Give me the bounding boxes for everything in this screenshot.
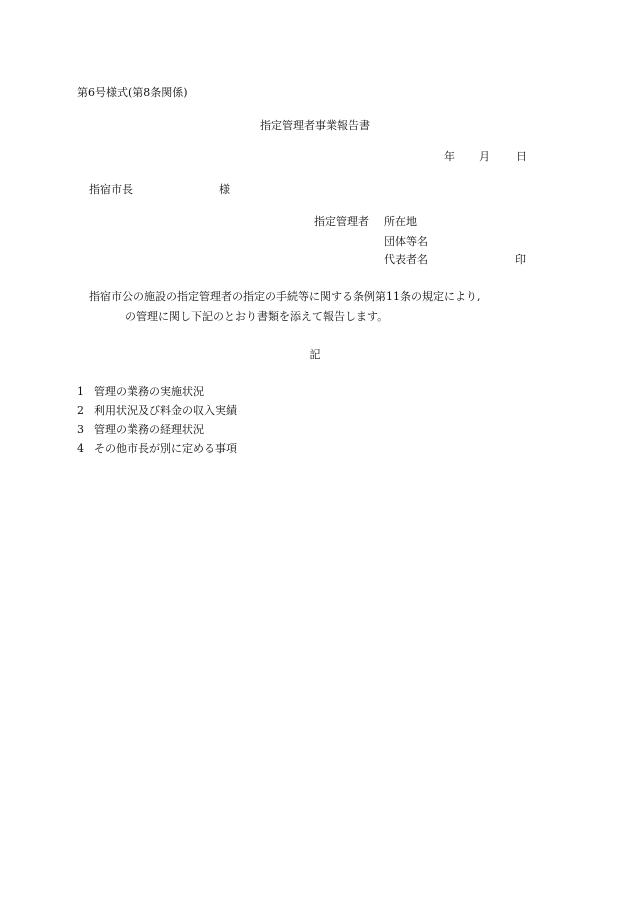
date-year-label: 年 <box>444 150 455 163</box>
addressee-name: 指宿市長 <box>89 183 133 196</box>
seal-mark: 印 <box>515 253 526 266</box>
item-text: 利用状況及び料金の収入実績 <box>94 404 237 417</box>
representative-name-label: 代表者名 <box>384 253 428 266</box>
date-month-label: 月 <box>479 150 490 163</box>
item-text: 管理の業務の実施状況 <box>94 385 204 398</box>
item-number: 2 <box>77 404 84 417</box>
list-item <box>77 423 237 442</box>
addressee <box>89 183 230 197</box>
form-number: 第6号様式(第8条関係) <box>77 86 188 99</box>
ki-heading: 記 <box>309 348 321 361</box>
list-item <box>77 442 237 461</box>
item-number: 1 <box>77 385 84 398</box>
body-text-line-1: 指宿市公の施設の指定管理者の指定の手続等に関する条例第11条の規定により, <box>89 290 481 303</box>
date-day-label: 日 <box>516 150 527 163</box>
item-number: 3 <box>77 423 84 436</box>
item-text: その他市長が別に定める事項 <box>94 442 237 455</box>
item-number: 4 <box>77 442 84 455</box>
item-text: 管理の業務の経理状況 <box>94 423 204 436</box>
date-line <box>444 150 527 164</box>
items-list <box>77 385 237 461</box>
body-text-line-2: の管理に関し下記のとおり書類を添えて報告します。 <box>125 310 389 323</box>
address-label: 所在地 <box>384 215 417 228</box>
list-item <box>77 404 237 423</box>
organization-name-label: 団体等名 <box>384 235 428 248</box>
list-item <box>77 385 237 404</box>
document-title: 指定管理者事業報告書 <box>260 119 370 132</box>
addressee-honorific: 様 <box>219 183 230 196</box>
manager-label: 指定管理者 <box>314 215 369 228</box>
